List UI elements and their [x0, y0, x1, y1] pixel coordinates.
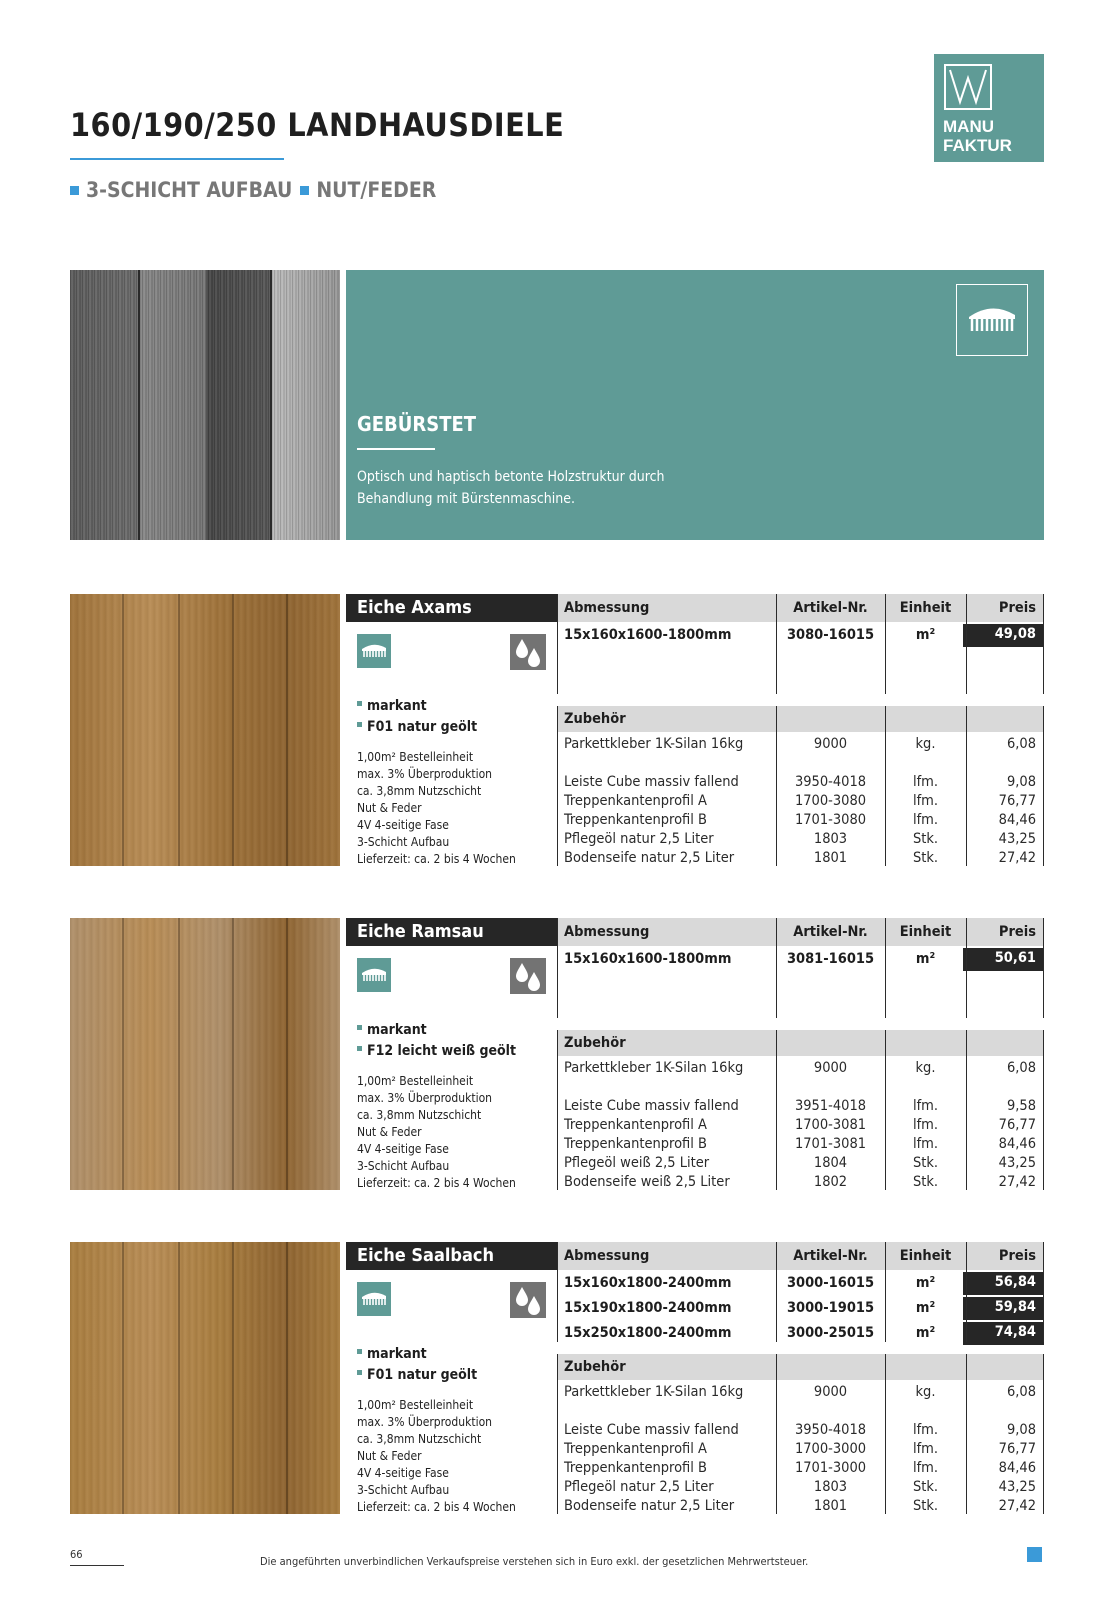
accessory-price: 9,08: [1006, 774, 1036, 790]
accessory-row: [557, 831, 1044, 850]
oil-drops-icon: [510, 634, 546, 670]
accessory-name: Leiste Cube massiv fallend: [564, 1098, 739, 1114]
column-divider: [557, 1030, 558, 1190]
column-divider: [776, 1354, 777, 1514]
accessory-article: 1701-3081: [794, 1136, 867, 1152]
accessory-row: [557, 1155, 1044, 1174]
table-header: [557, 594, 1044, 622]
accessory-article: 9000: [813, 1384, 848, 1400]
unit-value: m²: [915, 951, 936, 967]
price-badge: 50,61: [963, 948, 1044, 971]
product-specs: [357, 1073, 516, 1192]
column-divider: [1043, 706, 1044, 866]
attribute-label: F12 leicht weiß geölt: [367, 1043, 517, 1059]
w-logo-icon: [944, 64, 992, 110]
accessory-article: 1700-3081: [794, 1117, 867, 1133]
price-badge: 59,84: [963, 1297, 1044, 1320]
spec-line: 4V 4-seitige Fase: [357, 818, 449, 832]
accessory-name: Leiste Cube massiv fallend: [564, 774, 739, 790]
wood-floor-photo: [70, 594, 340, 866]
product-name: Eiche Axams: [346, 594, 557, 622]
accessory-unit: lfm.: [912, 1117, 939, 1133]
accessory-row: [557, 1498, 1044, 1517]
column-divider: [1043, 1354, 1044, 1514]
wood-floor-photo: [70, 1242, 340, 1514]
accessory-price: 9,58: [1006, 1098, 1036, 1114]
spec-line: Nut & Feder: [357, 1449, 422, 1463]
accessories-label: Zubehör: [564, 1035, 626, 1051]
product-attributes: [357, 1020, 516, 1062]
accessory-unit: lfm.: [912, 812, 939, 828]
accessory-row: [557, 1136, 1044, 1155]
column-divider: [966, 706, 967, 866]
spec-line: 1,00m² Bestelleinheit: [357, 1398, 474, 1412]
spec-line: 3-Schicht Aufbau: [357, 835, 450, 849]
accessory-name: Pflegeöl natur 2,5 Liter: [564, 1479, 714, 1495]
column-divider: [885, 594, 886, 694]
accessory-article: 1700-3080: [794, 793, 867, 809]
dimension-value: 15x250x1800-2400mm: [564, 1325, 732, 1341]
accessory-unit: kg.: [915, 1060, 936, 1076]
accessory-name: Treppenkantenprofil A: [564, 1117, 707, 1133]
accessory-unit: lfm.: [912, 1441, 939, 1457]
attribute-line: [357, 1365, 477, 1386]
header-unit: Einheit: [899, 1248, 952, 1264]
table-header: [557, 1242, 1044, 1270]
product-name: Eiche Ramsau: [346, 918, 557, 946]
accessory-name: Treppenkantenprofil B: [564, 1136, 707, 1152]
accessory-article: 1803: [813, 1479, 848, 1495]
accessory-price: 43,25: [998, 1479, 1036, 1495]
bullet-square-icon: [300, 186, 309, 195]
column-divider: [557, 594, 558, 694]
spec-line: 1,00m² Bestelleinheit: [357, 750, 474, 764]
bullet-square-icon: [357, 1046, 362, 1051]
accessory-unit: Stk.: [912, 1479, 939, 1495]
brushed-wood-photo: [70, 270, 340, 540]
brush-icon: [357, 958, 391, 992]
bullet-square-icon: [357, 1370, 362, 1375]
title-underline: [70, 158, 284, 160]
column-divider: [776, 706, 777, 866]
spec-line: Lieferzeit: ca. 2 bis 4 Wochen: [357, 1500, 516, 1514]
price-badge: 49,08: [963, 624, 1044, 647]
accessory-row: [557, 850, 1044, 869]
accessory-name: Bodenseife natur 2,5 Liter: [564, 1498, 735, 1514]
column-divider: [885, 918, 886, 1018]
accessory-price: 27,42: [998, 1498, 1036, 1514]
accessory-name: Bodenseife natur 2,5 Liter: [564, 850, 735, 866]
column-divider: [557, 706, 558, 866]
accessory-price: 6,08: [1006, 736, 1036, 752]
unit-value: m²: [915, 1325, 936, 1341]
table-header: [557, 918, 1044, 946]
logo-text-line1: MANU: [943, 117, 994, 136]
accessory-name: Bodenseife weiß 2,5 Liter: [564, 1174, 730, 1190]
accessory-name: Treppenkantenprofil B: [564, 812, 707, 828]
brush-icon: [357, 1282, 391, 1316]
attribute-label: markant: [367, 1346, 427, 1362]
attribute-label: F01 natur geölt: [367, 1367, 478, 1383]
column-divider: [885, 1242, 886, 1342]
accessory-unit: Stk.: [912, 1498, 939, 1514]
accessory-article: 1701-3080: [794, 812, 867, 828]
dimension-value: 15x160x1800-2400mm: [564, 1275, 732, 1291]
accessory-unit: lfm.: [912, 1098, 939, 1114]
accessory-name: Leiste Cube massiv fallend: [564, 1422, 739, 1438]
table-row: [557, 948, 1044, 972]
accessories-header: [557, 706, 1044, 732]
product-name: Eiche Saalbach: [346, 1242, 557, 1270]
unit-value: m²: [915, 627, 936, 643]
bullet-square-icon: [357, 701, 362, 706]
table-row: [557, 624, 1044, 648]
column-divider: [885, 706, 886, 866]
oil-drops-icon: [510, 1282, 546, 1318]
column-divider: [1043, 594, 1044, 694]
accessories-header: [557, 1354, 1044, 1380]
footer-square-icon: [1027, 1547, 1042, 1562]
table-row: [557, 1322, 1044, 1346]
accessory-article: 3950-4018: [794, 1422, 867, 1438]
attribute-line: [357, 696, 477, 717]
column-divider: [557, 1242, 558, 1342]
brush-icon: [956, 284, 1028, 356]
price-badge: 74,84: [963, 1322, 1044, 1345]
accessories-header: [557, 1030, 1044, 1056]
bullet-square-icon: [357, 1025, 362, 1030]
manufaktur-logo: [934, 54, 1044, 162]
spec-line: 4V 4-seitige Fase: [357, 1466, 449, 1480]
attribute-line: [357, 1041, 516, 1062]
product-section: [0, 1242, 1110, 1514]
page-number: 66: [70, 1548, 83, 1561]
spec-line: ca. 3,8mm Nutzschicht: [357, 1432, 482, 1446]
attribute-label: F01 natur geölt: [367, 719, 478, 735]
accessory-article: 1802: [813, 1174, 848, 1190]
accessory-unit: lfm.: [912, 1422, 939, 1438]
accessory-price: 27,42: [998, 850, 1036, 866]
price-badge: 56,84: [963, 1272, 1044, 1295]
unit-value: m²: [915, 1275, 936, 1291]
subtitle-joint: NUT/FEDER: [316, 178, 437, 202]
article-number: 3080-16015: [786, 627, 875, 643]
spec-line: Nut & Feder: [357, 1125, 422, 1139]
product-section: [0, 918, 1110, 1190]
accessory-price: 76,77: [998, 1441, 1036, 1457]
spec-line: Lieferzeit: ca. 2 bis 4 Wochen: [357, 1176, 516, 1190]
brush-icon: [357, 634, 391, 668]
column-divider: [966, 1354, 967, 1514]
accessories-label: Zubehör: [564, 1359, 626, 1375]
accessory-row: [557, 774, 1044, 793]
accessory-name: Pflegeöl natur 2,5 Liter: [564, 831, 714, 847]
page-number-underline: [70, 1565, 124, 1566]
accessory-price: 76,77: [998, 793, 1036, 809]
product-specs: [357, 1397, 516, 1516]
accessory-price: 43,25: [998, 831, 1036, 847]
column-divider: [966, 918, 967, 1018]
accessory-name: Treppenkantenprofil A: [564, 793, 707, 809]
accessory-article: 1804: [813, 1155, 848, 1171]
accessories-label: Zubehör: [564, 711, 626, 727]
accessory-unit: Stk.: [912, 1174, 939, 1190]
column-divider: [776, 1030, 777, 1190]
column-divider: [966, 1242, 967, 1342]
spec-line: ca. 3,8mm Nutzschicht: [357, 1108, 482, 1122]
page-title: 160/190/250 LANDHAUSDIELE: [70, 106, 565, 144]
table-row: [557, 1272, 1044, 1296]
accessory-article: 1801: [813, 850, 848, 866]
article-number: 3000-25015: [786, 1325, 875, 1341]
column-divider: [1043, 1030, 1044, 1190]
accessory-unit: Stk.: [912, 831, 939, 847]
accessory-article: 1701-3000: [794, 1460, 867, 1476]
subtitle-construction: 3-SCHICHT AUFBAU: [86, 178, 293, 202]
accessory-unit: kg.: [915, 736, 936, 752]
dimension-value: 15x160x1600-1800mm: [564, 627, 732, 643]
accessory-price: 84,46: [998, 1460, 1036, 1476]
header-price: Preis: [998, 924, 1036, 940]
accessory-price: 76,77: [998, 1117, 1036, 1133]
bullet-square-icon: [357, 1349, 362, 1354]
accessory-row: [557, 1441, 1044, 1460]
accessory-price: 6,08: [1006, 1060, 1036, 1076]
accessory-price: 9,08: [1006, 1422, 1036, 1438]
header-price: Preis: [998, 1248, 1036, 1264]
hero-heading: GEBÜRSTET: [357, 412, 477, 436]
accessory-name: Parkettkleber 1K-Silan 16kg: [564, 1384, 744, 1400]
logo-text-line2: FAKTUR: [943, 136, 1012, 155]
bullet-square-icon: [70, 186, 79, 195]
article-number: 3000-16015: [786, 1275, 875, 1291]
accessory-unit: Stk.: [912, 850, 939, 866]
accessory-row: [557, 1098, 1044, 1117]
header-dimension: Abmessung: [564, 1248, 650, 1264]
attribute-line: [357, 1020, 516, 1041]
attribute-line: [357, 717, 477, 738]
header-article: Artikel-Nr.: [793, 924, 868, 940]
table-row: [557, 1297, 1044, 1321]
accessory-unit: lfm.: [912, 793, 939, 809]
spec-line: 3-Schicht Aufbau: [357, 1159, 450, 1173]
accessory-row: [557, 736, 1044, 755]
header-dimension: Abmessung: [564, 924, 650, 940]
accessory-row: [557, 1174, 1044, 1193]
accessory-article: 3951-4018: [794, 1098, 867, 1114]
accessory-price: 84,46: [998, 1136, 1036, 1152]
dimension-value: 15x190x1800-2400mm: [564, 1300, 732, 1316]
column-divider: [966, 1030, 967, 1190]
column-divider: [776, 918, 777, 1018]
hero-underline: [357, 448, 435, 450]
accessory-article: 9000: [813, 1060, 848, 1076]
attribute-label: markant: [367, 698, 427, 714]
spec-line: ca. 3,8mm Nutzschicht: [357, 784, 482, 798]
product-attributes: [357, 696, 477, 738]
accessory-article: 1803: [813, 831, 848, 847]
column-divider: [885, 1030, 886, 1190]
spec-line: Lieferzeit: ca. 2 bis 4 Wochen: [357, 852, 516, 866]
column-divider: [557, 1354, 558, 1514]
accessory-name: Pflegeöl weiß 2,5 Liter: [564, 1155, 710, 1171]
accessory-article: 1700-3000: [794, 1441, 867, 1457]
column-divider: [885, 1354, 886, 1514]
header-price: Preis: [998, 600, 1036, 616]
spec-line: max. 3% Überproduktion: [357, 767, 493, 781]
accessory-unit: lfm.: [912, 1460, 939, 1476]
spec-line: max. 3% Überproduktion: [357, 1091, 493, 1105]
column-divider: [1043, 1242, 1044, 1342]
accessory-price: 27,42: [998, 1174, 1036, 1190]
spec-line: max. 3% Überproduktion: [357, 1415, 493, 1429]
product-specs: [357, 749, 516, 868]
article-number: 3000-19015: [786, 1300, 875, 1316]
column-divider: [1043, 918, 1044, 1018]
header-unit: Einheit: [899, 924, 952, 940]
spec-line: 3-Schicht Aufbau: [357, 1483, 450, 1497]
spec-line: 1,00m² Bestelleinheit: [357, 1074, 474, 1088]
attribute-label: markant: [367, 1022, 427, 1038]
accessory-price: 43,25: [998, 1155, 1036, 1171]
accessory-unit: lfm.: [912, 774, 939, 790]
unit-value: m²: [915, 1300, 936, 1316]
spec-line: Nut & Feder: [357, 801, 422, 815]
footer-note: Die angeführten unverbindlichen Verkaufspreise verstehen sich in Euro exkl. der gesetzlichen Mehrwertsteuer.: [260, 1555, 809, 1568]
accessory-unit: lfm.: [912, 1136, 939, 1152]
accessory-row: [557, 1460, 1044, 1479]
subtitle: [70, 178, 436, 202]
header-article: Artikel-Nr.: [793, 1248, 868, 1264]
accessory-unit: kg.: [915, 1384, 936, 1400]
accessory-name: Treppenkantenprofil B: [564, 1460, 707, 1476]
accessory-row: [557, 1117, 1044, 1136]
accessory-row: [557, 793, 1044, 812]
accessory-name: Parkettkleber 1K-Silan 16kg: [564, 1060, 744, 1076]
column-divider: [966, 594, 967, 694]
accessory-unit: Stk.: [912, 1155, 939, 1171]
bullet-square-icon: [357, 722, 362, 727]
column-divider: [776, 1242, 777, 1342]
column-divider: [776, 594, 777, 694]
accessory-row: [557, 1060, 1044, 1079]
header-dimension: Abmessung: [564, 600, 650, 616]
oil-drops-icon: [510, 958, 546, 994]
accessory-article: 1801: [813, 1498, 848, 1514]
accessory-name: Parkettkleber 1K-Silan 16kg: [564, 736, 744, 752]
accessory-article: 9000: [813, 736, 848, 752]
accessory-price: 84,46: [998, 812, 1036, 828]
accessory-row: [557, 1422, 1044, 1441]
accessory-row: [557, 1384, 1044, 1403]
header-article: Artikel-Nr.: [793, 600, 868, 616]
accessory-row: [557, 1479, 1044, 1498]
product-attributes: [357, 1344, 477, 1386]
header-unit: Einheit: [899, 600, 952, 616]
product-section: [0, 594, 1110, 866]
accessory-name: Treppenkantenprofil A: [564, 1441, 707, 1457]
attribute-line: [357, 1344, 477, 1365]
accessory-article: 3950-4018: [794, 774, 867, 790]
accessory-row: [557, 812, 1044, 831]
article-number: 3081-16015: [786, 951, 875, 967]
wood-floor-photo: [70, 918, 340, 1190]
spec-line: 4V 4-seitige Fase: [357, 1142, 449, 1156]
accessory-price: 6,08: [1006, 1384, 1036, 1400]
hero-description: Optisch und haptisch betonte Holzstruktur durch Behandlung mit Bürstenmaschine.: [357, 469, 665, 507]
dimension-value: 15x160x1600-1800mm: [564, 951, 732, 967]
column-divider: [557, 918, 558, 1018]
